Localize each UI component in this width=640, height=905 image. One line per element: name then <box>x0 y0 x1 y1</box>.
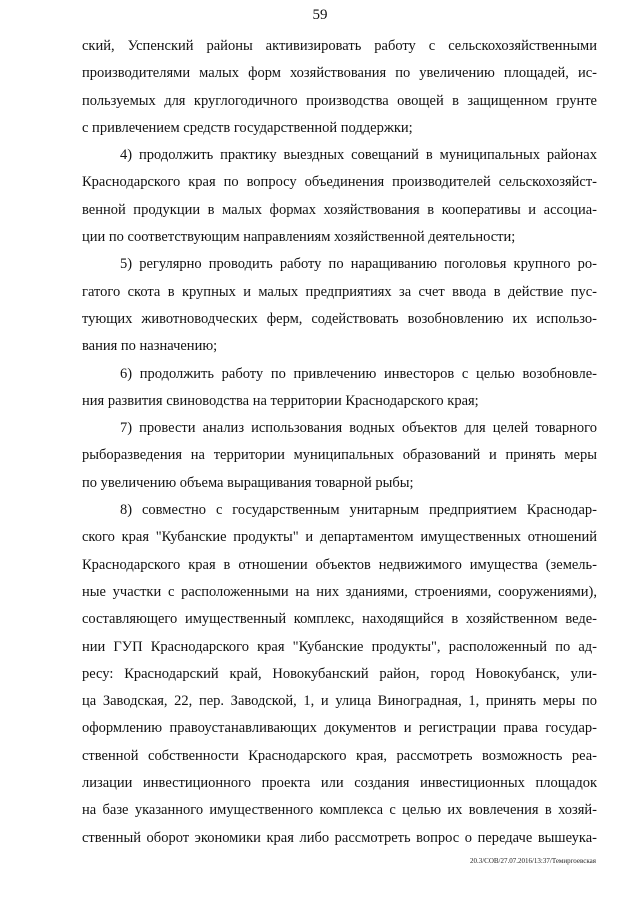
text-line: рыборазведения на территории муниципальных образований и принять меры <box>82 447 597 464</box>
text-line: нии ГУП Краснодарского края "Кубанские продукты", расположенный по ад- <box>82 638 597 655</box>
text-line: пользуемых для круглогодичного производства овощей в защищенном грунте <box>82 92 597 109</box>
text-line: 5) регулярно проводить работу по наращиванию поголовья крупного ро- <box>120 256 597 273</box>
text-line: ского края "Кубанские продукты" и департаментом имущественных отношений <box>82 529 597 546</box>
text-line: составляющего имущественный комплекс, находящийся в хозяйственном веде- <box>82 611 597 628</box>
text-line: 8) совместно с государственным унитарным предприятием Краснодар- <box>120 502 597 519</box>
text-line: 7) провести анализ использования водных объектов для целей товарного <box>120 420 597 437</box>
text-line: тующих животноводческих ферм, содействовать возобновлению их использо- <box>82 310 597 327</box>
text-line: Краснодарского края в отношении объектов недвижимого имущества (земель- <box>82 556 597 573</box>
text-line: с привлечением средств государственной поддержки; <box>82 119 413 136</box>
text-line: ственный оборот экономики края либо рассмотреть вопрос о передаче вышеука- <box>82 829 597 846</box>
text-line: гатого скота в крупных и малых предприятиях за счет ввода в действие пус- <box>82 283 597 300</box>
document-body <box>82 33 597 852</box>
text-line: ресу: Краснодарский край, Новокубанский район, город Новокубанск, ули- <box>82 665 597 682</box>
text-line: по увеличению объема выращивания товарной рыбы; <box>82 474 414 491</box>
text-line: ные участки с расположенными на них зданиями, строениями, сооружениями), <box>82 583 597 600</box>
text-line: ский, Успенский районы активизировать работу с сельскохозяйственными <box>82 38 597 54</box>
text-line: Краснодарского края по вопросу объединения производителей сельскохозяйст- <box>82 174 597 191</box>
text-line: ния развития свиноводства на территории Краснодарского края; <box>82 392 479 409</box>
text-line: оформлению правоустанавливающих документов и регистрации права государ- <box>82 720 597 737</box>
text-line: 6) продолжить работу по привлечению инвесторов с целью возобновле- <box>120 365 597 382</box>
text-line: лизации инвестиционного проекта или создания инвестиционных площадок <box>82 775 597 792</box>
text-line: на базе указанного имущественного комплекса с целью их вовлечения в хозяй- <box>82 802 597 819</box>
text-line: 4) продолжить практику выездных совещаний в муниципальных районах <box>120 147 597 164</box>
text-line: ца Заводская, 22, пер. Заводской, 1, и улица Виноградная, 1, принять меры по <box>82 693 597 710</box>
page-number: 59 <box>312 7 328 23</box>
footer-stamp: 20.3/СОВ/27.07.2016/13:37/Темиргоевская <box>469 857 596 865</box>
text-line: вания по назначению; <box>82 338 218 355</box>
text-line: производителями малых форм хозяйствования по увеличению площадей, ис- <box>82 65 597 82</box>
text-line: венной продукции в малых формах хозяйствования в кооперативы и ассоциа- <box>82 201 597 218</box>
text-line: ственной собственности Краснодарского края, рассмотреть возможность реа- <box>82 747 597 764</box>
text-line: ции по соответствующим направлениям хозяйственной деятельности; <box>82 229 516 246</box>
